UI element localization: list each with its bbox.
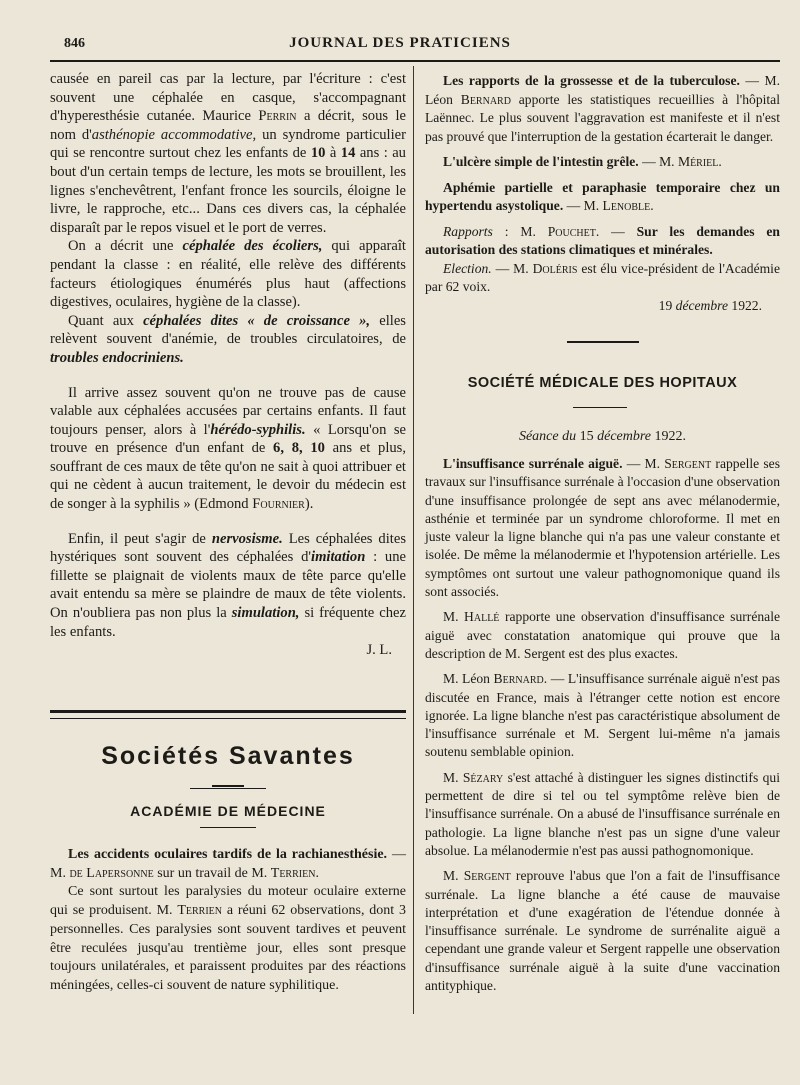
item-aphemie: Aphémie partielle et paraphasie temporaire chez un hypertendu asystolique. — M. Lenoble. [425, 179, 780, 213]
item-ulcere-intestin: L'ulcère simple de l'intestin grêle. — M. Mériel. [443, 154, 722, 169]
item-accidents-oculaires-body: Ce sont surtout les paralysies du moteur oculaire externe qui se produisent. M. Terrien a réuni 62 observations, dont 3 personnelles. Ces paralysies sont souvent tardives et peuvent être reculées jusqu'au trentième jour, elles sont presque toujours unilatérales, et paraissent produites par des réactions méningées, celles-ci souvent de nature syphilitique. [50, 884, 406, 993]
right-column-bottom [425, 455, 780, 995]
ornament-rule-thick [212, 785, 244, 787]
heading-underline [200, 827, 256, 828]
journal-title: JOURNAL DES PRATICIENS [289, 35, 511, 51]
author-name: Perrin [258, 108, 297, 125]
item-grossesse-tuberculose: Les rapports de la grossesse et de la tuberculose. — M. Léon Bernard apporte les statistiques recueillies à l'hôpital Laënnec. Le plus souvent l'aggravation est manifeste et il n'est pas prouvé que l'interruption de la gestation écarterait le danger. [425, 73, 780, 144]
heading-underline [573, 407, 627, 408]
author-name: Fournier [252, 496, 305, 513]
item-election: Election. — M. Doléris est élu vice-président de l'Académie par 62 voix. [425, 260, 780, 294]
item-sergent-reprouve: M. Sergent reprouve l'abus que l'on a fait de l'insuffisance surrénale. La ligne blanche a été cause de mauvaise interprétation et d'une exagération de l'étendue donnée à l'insuffisance surrénale. Le syndrome de surrénalite aiguë a cependant une grande valeur et Sergent rappelle une observation d'insuffisance surrénale aiguë à la suite d'une vaccination antityphique. [425, 868, 780, 994]
item-sezary: M. Sézary s'est attaché à distinguer les signes distinctifs qui permettent de dire si tel ou tel symptôme relève bien de l'insuffisance surrénale. On a abusé de l'insuffisance surrénale en pathologie. La ligne blanche n'est pas un signe d'une valeur absolue. La mélanodermie n'est pas aussi pathognomonique. [425, 769, 780, 858]
ornament-rule [190, 788, 266, 789]
heading-societe-medicale-hopitaux: SOCIÉTÉ MÉDICALE DES HOPITAUX [467, 375, 738, 391]
section-separator [567, 341, 639, 343]
header-rule [50, 60, 780, 62]
section-title-societes-savantes: Sociétés Savantes [101, 742, 355, 770]
section-double-rule [50, 710, 406, 719]
item-accidents-oculaires: Les accidents oculaires tardifs de la rachianesthésie. — M. de Lapersonne sur un travail de M. Terrien. [50, 847, 406, 881]
right-column-top [425, 72, 780, 315]
column-divider [413, 66, 414, 1014]
paragraph-cephalees-croissance: Quant aux céphalées dites « de croissance », elles relèvent souvent d'anémie, de troubles circulatoires, de troubles endocriniens. [50, 312, 406, 366]
article-signature: J. L. [366, 642, 392, 659]
paragraph-cephalee-ecoliers: On a décrit une céphalée des écoliers, qui apparaît pendant la classe : en réalité, elle relève des différents facteurs étiologiques énumérés plus haut (affections digestives, oculaires, hygiène de la classe). [50, 238, 406, 311]
seance-date: Séance du 15 décembre 1922. [518, 429, 687, 444]
item-insuffisance-surrenale: L'insuffisance surrénale aiguë. — M. Sergent rappelle ses travaux sur l'insuffisance surrénale à l'occasion d'une observation d'une insuffisance prolongée de sept ans avec mélanodermie, asthénie et terminée par un syndrome chloroforme. Il met en juste valeur la ligne blanche qui n'a pas une valeur constante et isolée. De même la mélanodermie et l'hypotension artérielle. Les symptômes ont surtout une valeur pathognomonique quand ils sont associés. [425, 456, 781, 600]
left-column [50, 70, 406, 660]
heading-academie-medecine: ACADÉMIE DE MÉDECINE [130, 803, 326, 819]
paragraph-heredo-syphilis: Il arrive assez souvent qu'on ne trouve pas de cause valable aux céphalées accusées par certains enfants. Il faut toujours penser, alors à l'hérédo-syphilis. « Lorsqu'on se trouve en présence d'un enfant de 6, 8, 10 ans et plus, souffrant de ces maux de tête qu'on ne sait à quoi attribuer et qui ne cèdent à aucun traitement, le devoir du médecin est de songer à la syphilis » (Edmond Fournier). [50, 384, 406, 513]
item-bernard: M. Léon Bernard. — L'insuffisance surrénale aiguë n'est pas discutée en France, mais à l'étranger cette notion est encore ignorée. La ligne blanche n'est pas caractéristique absolument de l'insuffisance surrénale et M. Sergent lui-même n'a jamais soutenu semblable opinion. [425, 671, 780, 760]
paragraph-asthenopie: causée en pareil cas par la lecture, par l'écriture : c'est souvent une céphalée en casque, s'accompagnant d'hyperesthésie cutanée. Maurice Perrin a décrit, sous le nom d'asthénopie accommodative, un syndrome particulier qui se rencontre surtout chez les enfants de 10 à 14 ans : au bout d'un certain temps de lecture, les mots se brouillent, les lignes s'enchevêtrent, l'enfant fronce les sourcils, éloigne le livre, le rapproche, etc... Dans ces divers cas, la céphalée disparaît par le repos visuel et le port de verres. [50, 71, 406, 236]
paragraph-nervosisme: Enfin, il peut s'agir de nervosisme. Les céphalées dites hystériques sont souvent des céphalées d'imitation : une fillette se plaignait de violents maux de tête parce qu'elle avait entendu sa mère se plaindre de maux de tête violents. On n'oubliera pas non plus la simulation, si fréquente chez les enfants. [50, 530, 407, 640]
date-line: 19 décembre 1922. [658, 297, 762, 313]
item-rapports: Rapports : M. Pouchet. — Sur les demandes en autorisation des stations climatiques et minérales. [425, 223, 780, 257]
article-signature-line [50, 641, 406, 660]
academie-column [50, 846, 406, 996]
item-halle: M. Hallé rapporte une observation d'insuffisance surrénale aiguë avec constatation anatomique qui prouve que la description de M. Sergent est des plus exactes. [425, 609, 781, 661]
page-number: 846 [64, 36, 85, 51]
